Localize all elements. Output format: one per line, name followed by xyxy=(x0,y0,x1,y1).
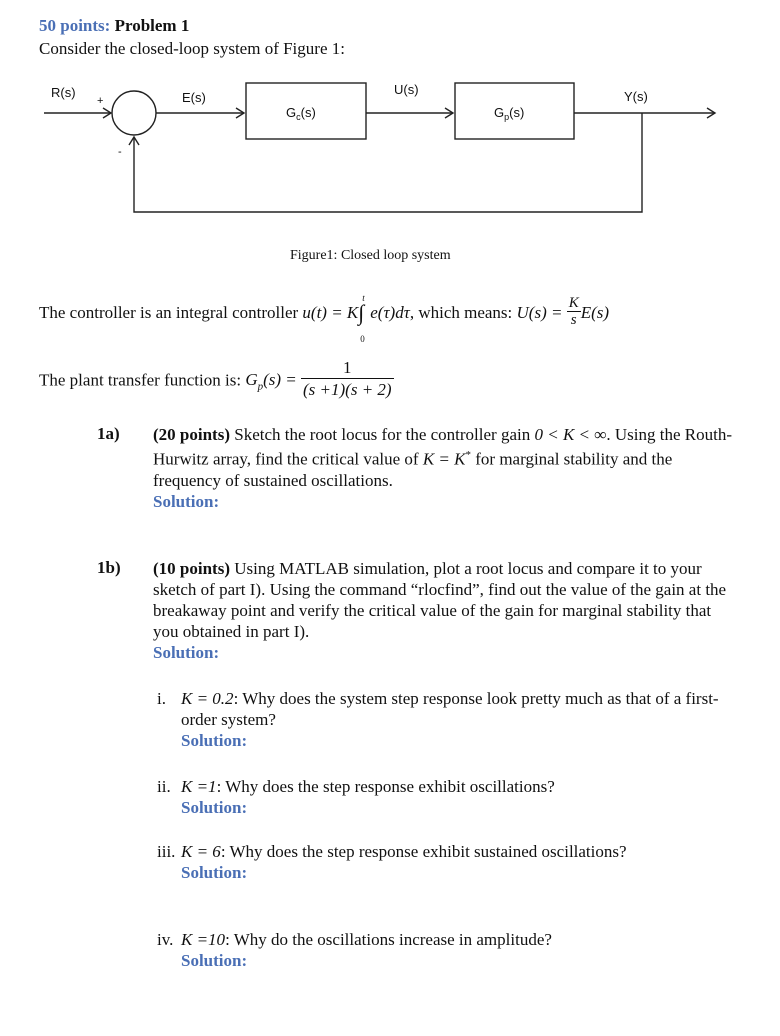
summing-junction xyxy=(112,91,156,135)
frac-den: s xyxy=(570,311,577,328)
subitem-ii-solution: Solution: xyxy=(181,798,248,817)
plant-lhs: $G_p(s)$ = xyxy=(245,370,297,393)
subitem-iv-solution: Solution: xyxy=(181,951,248,970)
plant-num: 1 xyxy=(301,357,394,379)
problem-title: Problem 1 xyxy=(114,16,190,35)
laplace-lhs: U(s) = xyxy=(516,303,563,322)
q1b-text: (10 points) Using MATLAB simulation, plot a root locus and compare it to your sketch of part I). Using the command “rlocfind”, find out the value of the gain at the breakaway point and verify the critical value of the gain for marginal stability that you obtained in part I). Solution: xyxy=(153,559,727,662)
integrand: e(τ)dτ xyxy=(370,303,410,322)
gp-label: $G_p(s)$ xyxy=(494,105,525,122)
plant-fraction xyxy=(301,357,394,400)
means-text: , which means: xyxy=(409,303,513,322)
q1b-solution: Solution: xyxy=(153,643,220,662)
subitem-i: i. K = 0.2: Why does the system step response look pretty much as that of a first-order system? Solution: xyxy=(157,689,719,750)
u-label: U(s) xyxy=(394,82,419,97)
block-diagram xyxy=(0,75,780,225)
frac-num: K xyxy=(568,294,579,311)
minus-sign: - xyxy=(118,146,122,158)
controller-equation: u(t) = K xyxy=(302,303,359,322)
integral-upper: t xyxy=(362,293,365,303)
subitem-iii: iii. K = 6: Why does the step response exhibit sustained oscillations? Solution: xyxy=(157,842,627,882)
q1a-label: 1a) xyxy=(97,424,120,443)
figure-caption: Figure1: Closed loop system xyxy=(290,248,451,263)
q1a-solution: Solution: xyxy=(153,491,220,511)
plus-sign: + xyxy=(97,95,104,107)
plant-den: (s +1)(s + 2) xyxy=(303,380,392,399)
integral-lower: 0 xyxy=(360,334,365,344)
gc-label: $G_c(s)$ xyxy=(286,105,316,122)
plant-text: The plant transfer function is: xyxy=(39,370,242,390)
r-label: R(s) xyxy=(51,85,76,100)
e-label: E(s) xyxy=(182,90,206,105)
q1a-text: (20 points) Sketch the root locus for the controller gain 0 < K < ∞. Using the Routh-Hurwitz array, find the critical value of K = K* for marginal stability and the frequency of sustained oscillations. Solution: xyxy=(153,425,732,511)
subitem-iii-solution: Solution: xyxy=(181,863,248,882)
q1b-label: 1b) xyxy=(97,558,121,577)
y-label: Y(s) xyxy=(624,89,648,104)
points-label: 50 points: xyxy=(39,16,111,35)
subitem-ii: ii. K =1: Why does the step response exhibit oscillations? Solution: xyxy=(157,777,555,817)
laplace-rhs: E(s) xyxy=(580,303,610,322)
subitem-iv: iv. K =10: Why do the oscillations increase in amplitude? Solution: xyxy=(157,930,552,970)
feedback-path xyxy=(134,113,642,212)
k-over-s xyxy=(567,295,581,328)
controller-line xyxy=(39,293,610,344)
integral-sign: ∫ t 0 xyxy=(358,302,370,323)
intro-text: Consider the closed-loop system of Figure 1: xyxy=(39,39,345,58)
problem-header xyxy=(39,15,189,36)
subitem-i-solution: Solution: xyxy=(181,731,248,750)
plant-line xyxy=(39,360,394,403)
controller-text: The controller is an integral controller xyxy=(39,303,299,322)
